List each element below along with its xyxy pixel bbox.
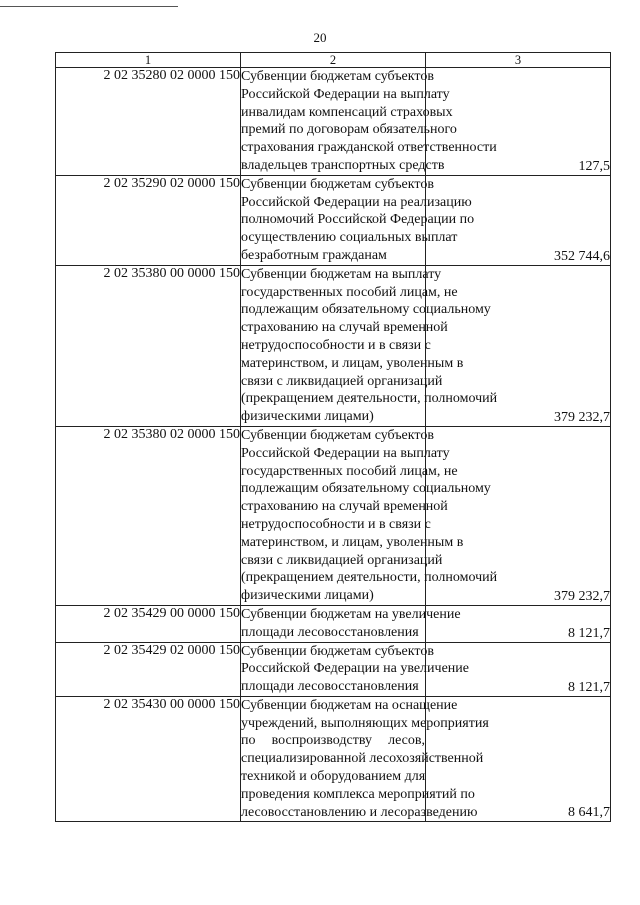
- description-line: подлежащим обязательному социальному: [241, 481, 491, 497]
- budget-code: 2 02 35429 00 0000 150: [56, 605, 241, 642]
- description-line: связи с ликвидацией организаций: [241, 552, 443, 568]
- description-line: площади лесовосстановления: [241, 624, 419, 640]
- table-row: [56, 642, 611, 696]
- description-line: осуществлению социальных выплат: [241, 230, 458, 246]
- description-line: подлежащим обязательному социальному: [241, 302, 491, 318]
- table-row: [56, 175, 611, 265]
- description-line: физическими лицами): [241, 588, 374, 604]
- income-description: [241, 175, 475, 265]
- description-line: Субвенции бюджетам на оснащение: [241, 697, 458, 713]
- description-line: государственных пособий лицам, не: [241, 284, 458, 300]
- description-line: Субвенции бюджетам субъектов: [241, 69, 434, 84]
- description-line: физическими лицами): [241, 409, 374, 425]
- table-row: [56, 696, 611, 822]
- description-line: Российской Федерации на реализацию: [241, 194, 472, 210]
- income-description: [241, 68, 497, 176]
- description-line: Субвенции бюджетам субъектов: [241, 176, 434, 192]
- budget-code: 2 02 35430 00 0000 150: [56, 696, 241, 822]
- description-line: Российской Федерации на выплату: [241, 445, 450, 461]
- amount: 127,5: [426, 68, 611, 176]
- description-line: техникой и оборудованием для: [241, 769, 426, 785]
- description-line: Субвенции бюджетам субъектов: [241, 643, 434, 659]
- income-description: [241, 426, 498, 605]
- description-line: безработным гражданам: [241, 247, 387, 263]
- description-line: Российской Федерации на выплату: [241, 86, 450, 102]
- description-line: нетрудоспособности и в связи с: [241, 337, 431, 353]
- description-line: страхованию на случай временной: [241, 320, 448, 336]
- description-line: нетрудоспособности и в связи с: [241, 516, 431, 532]
- description-line: (прекращением деятельности, полномочий: [241, 570, 498, 586]
- description-line: материнством, и лицам, уволенным в: [241, 534, 464, 550]
- amount: 379 232,7: [426, 265, 611, 426]
- description-line: страхования гражданской ответственности: [241, 140, 497, 156]
- description-line: материнством, и лицам, уволенным в: [241, 355, 464, 371]
- description-line: площади лесовосстановления: [241, 679, 419, 695]
- budget-table: [55, 52, 611, 822]
- amount: 379 232,7: [426, 426, 611, 605]
- description-line: инвалидам компенсаций страховых: [241, 104, 453, 120]
- description-line: учреждений, выполняющих мероприятия: [241, 715, 489, 731]
- description-line: Субвенции бюджетам на увеличение: [241, 606, 461, 622]
- description-line: связи с ликвидацией организаций: [241, 373, 443, 389]
- budget-code: 2 02 35380 02 0000 150: [56, 426, 241, 605]
- income-description: [241, 696, 489, 822]
- header-row: [56, 53, 611, 68]
- description-line: страхованию на случай временной: [241, 499, 448, 515]
- column-header-2: 2: [241, 53, 426, 68]
- budget-code: 2 02 35280 02 0000 150: [56, 68, 241, 176]
- description-line: государственных пособий лицам, не: [241, 463, 458, 479]
- page-number: 20: [313, 30, 327, 45]
- description-line: специализированной лесохозяйственной: [241, 751, 484, 767]
- description-line: (прекращением деятельности, полномочий: [241, 391, 498, 407]
- table-row: [56, 605, 611, 642]
- budget-code: 2 02 35429 02 0000 150: [56, 642, 241, 696]
- income-description: [241, 265, 498, 426]
- income-description: [241, 642, 469, 696]
- description-line: Субвенции бюджетам субъектов: [241, 427, 434, 443]
- table-row: [56, 426, 611, 605]
- column-header-1: 1: [56, 53, 241, 68]
- description-line: владельцев транспортных средств: [241, 157, 445, 173]
- budget-code: 2 02 35290 02 0000 150: [56, 175, 241, 265]
- column-header-3: 3: [426, 53, 611, 68]
- description-line: проведения комплекса мероприятий по: [241, 786, 475, 802]
- amount: 8 121,7: [426, 642, 611, 696]
- table-row: [56, 68, 611, 176]
- amount: 8 121,7: [426, 605, 611, 642]
- description-line: полномочий Российской Федерации по: [241, 212, 475, 228]
- amount: 352 744,6: [426, 175, 611, 265]
- budget-code: 2 02 35380 00 0000 150: [56, 265, 241, 426]
- description-line: по воспроизводству лесов,: [241, 733, 425, 749]
- amount: 8 641,7: [426, 696, 611, 822]
- description-line: лесовосстановлению и лесоразведению: [241, 804, 478, 820]
- description-line: Субвенции бюджетам на выплату: [241, 266, 442, 282]
- description-line: премий по договорам обязательного: [241, 122, 457, 138]
- header-rule: [0, 6, 178, 7]
- description-line: Российской Федерации на увеличение: [241, 661, 469, 677]
- table-row: [56, 265, 611, 426]
- income-description: [241, 605, 461, 642]
